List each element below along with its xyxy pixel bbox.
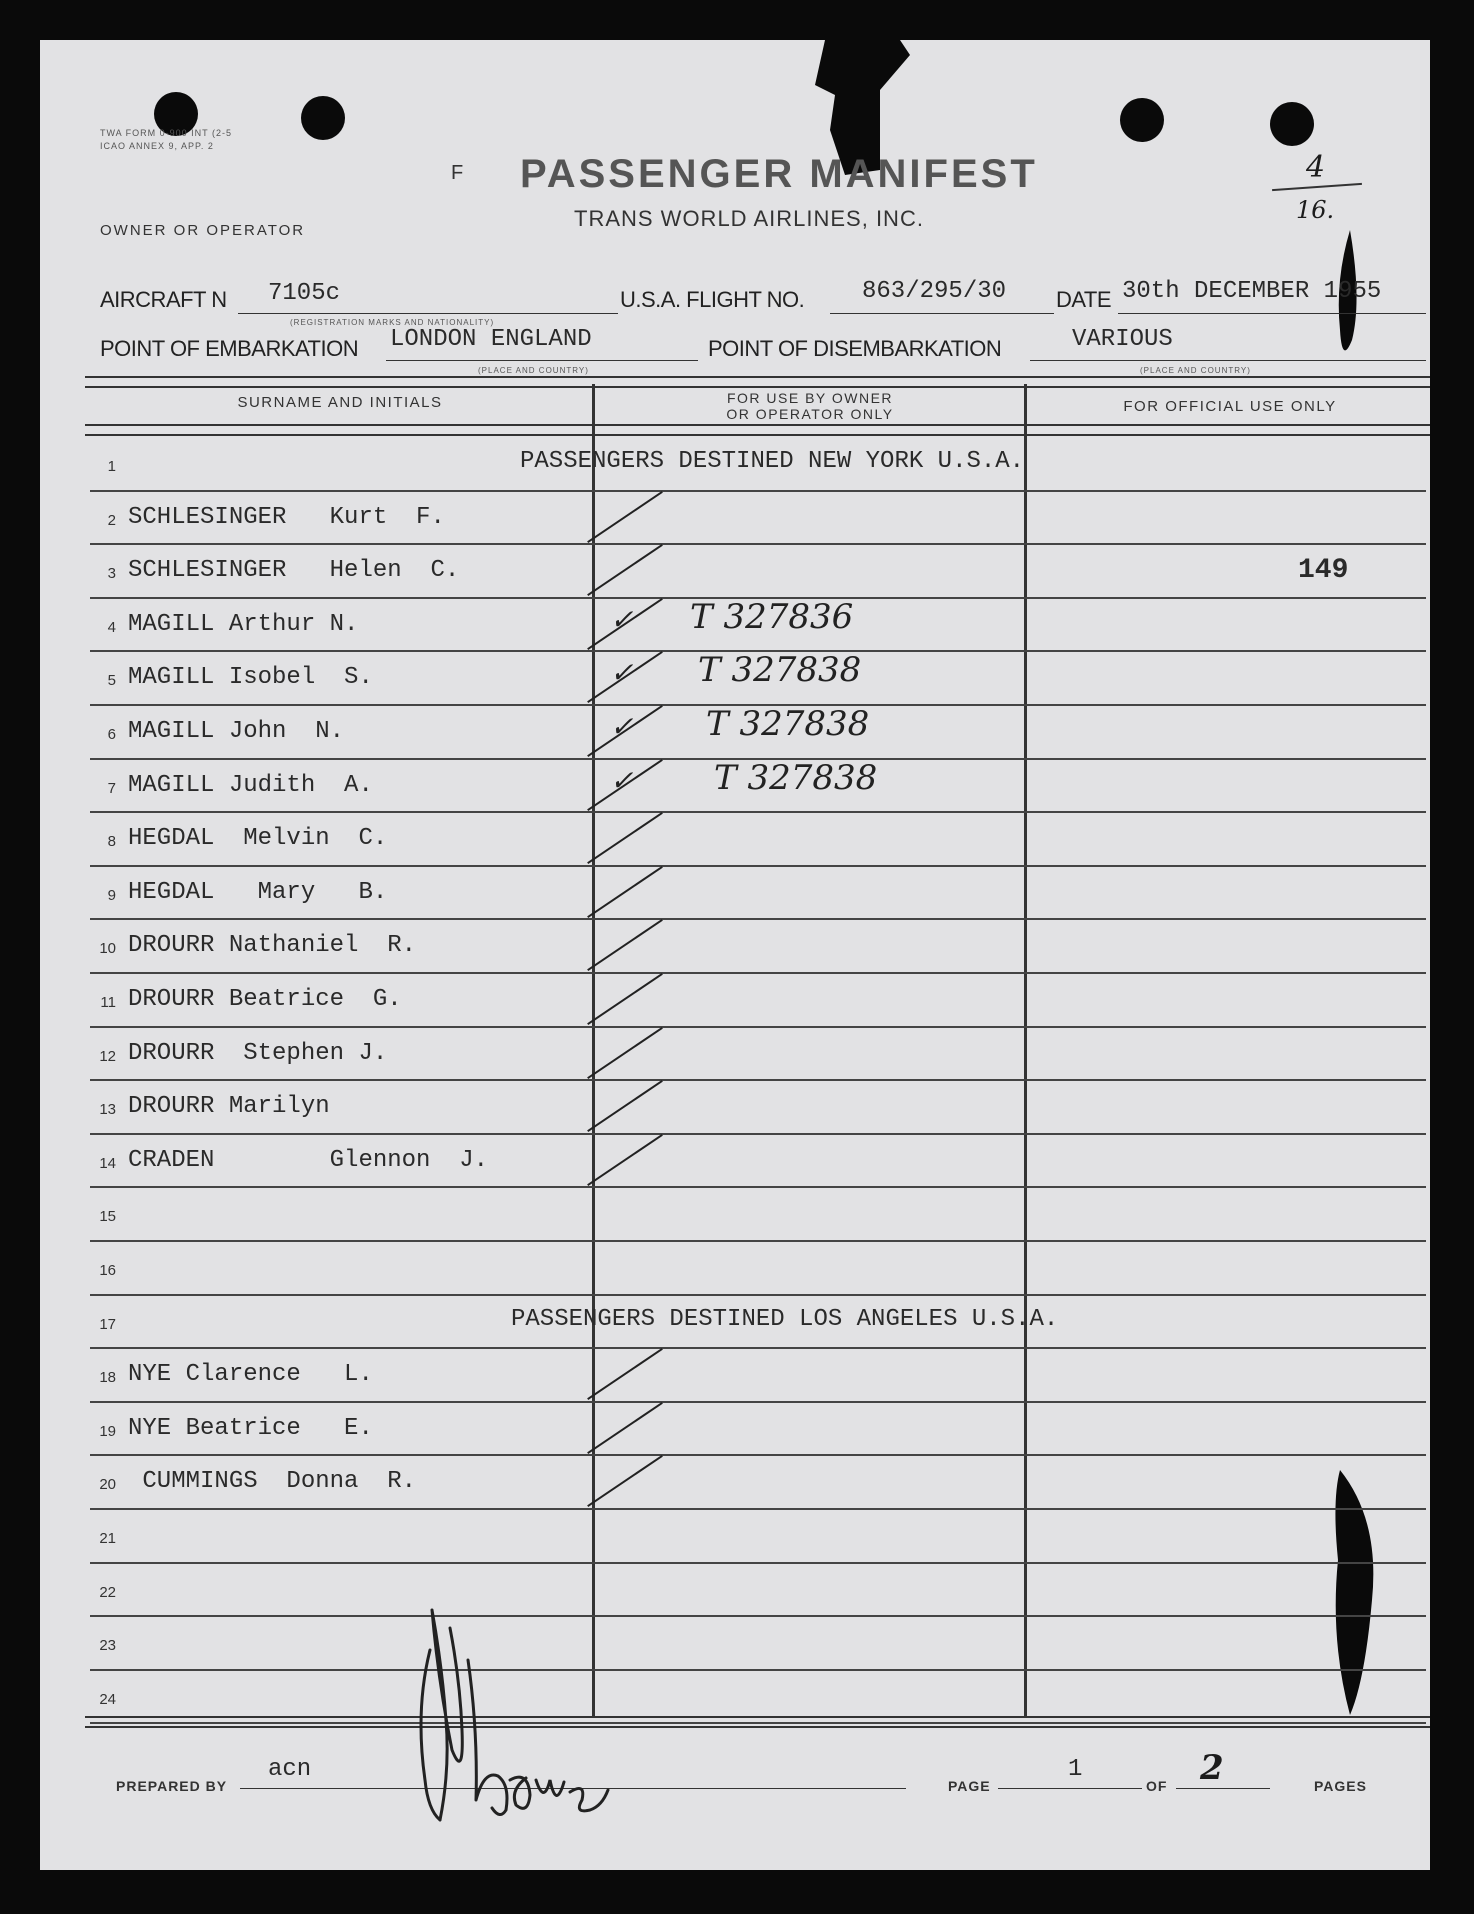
check-mark: ✓ xyxy=(610,710,634,743)
row-line xyxy=(90,1454,1426,1456)
passenger-name: HEGDAL Mary B. xyxy=(128,878,388,906)
date-label: DATE xyxy=(1056,287,1112,312)
row-line xyxy=(90,1669,1426,1671)
disembarkation-point: VARIOUS xyxy=(1072,326,1173,353)
of-label: OF xyxy=(1146,1778,1168,1794)
row-line xyxy=(90,972,1426,974)
check-mark: ✓ xyxy=(610,763,634,797)
destination-heading: PASSENGERS DESTINED LOS ANGELES U.S.A. xyxy=(511,1305,1059,1333)
pages-label: PAGES xyxy=(1314,1778,1367,1794)
ticket-number: T 327838 xyxy=(706,704,870,744)
flight-date: 30th DECEMBER 1955 xyxy=(1122,278,1382,305)
column-header-name: SURNAME AND INITIALS xyxy=(237,394,443,411)
ticket-number: T 327838 xyxy=(714,757,878,798)
flight-number: 863/295/30 xyxy=(862,278,1007,305)
check-mark: ✓ xyxy=(610,656,634,690)
row-number: 24 xyxy=(99,1690,116,1708)
row-number: 23 xyxy=(99,1637,116,1655)
passenger-name: NYE Clarence L. xyxy=(128,1361,373,1389)
row-line xyxy=(90,1133,1426,1135)
aircraft-registration: 7105c xyxy=(268,280,341,307)
registration-caption: (REGISTRATION MARKS AND NATIONALITY) xyxy=(290,318,495,327)
row-line xyxy=(90,1347,1426,1349)
page-label: PAGE xyxy=(948,1778,991,1794)
row-number: 13 xyxy=(99,1101,116,1119)
icao-reference: ICAO ANNEX 9, APP. 2 xyxy=(100,141,214,151)
row-number: 1 xyxy=(107,458,116,475)
passenger-name: NYE Beatrice E. xyxy=(128,1414,373,1442)
passenger-name: DROURR Stephen J. xyxy=(128,1039,388,1067)
row-line xyxy=(90,918,1426,920)
disembarkation-underline xyxy=(1030,360,1426,361)
row-number: 21 xyxy=(99,1530,116,1547)
passenger-name: HEGDAL Melvin C. xyxy=(128,825,388,853)
column-header-owner-2: OR OPERATOR ONLY xyxy=(726,406,894,422)
row-line xyxy=(90,1401,1426,1403)
row-number: 16 xyxy=(99,1262,116,1279)
row-number: 14 xyxy=(99,1154,116,1172)
embarkation-caption: (PLACE AND COUNTRY) xyxy=(478,366,589,375)
row-number: 15 xyxy=(99,1208,116,1226)
row-line xyxy=(90,1615,1426,1617)
passenger-name: MAGILL Isobel S. xyxy=(128,664,373,692)
passenger-name: DROURR Nathaniel R. xyxy=(128,932,417,960)
ticket-number: T 327836 xyxy=(690,596,854,637)
disembarkation-label: POINT OF DISEMBARKATION xyxy=(708,336,1002,361)
passenger-name: SCHLESINGER Kurt F. xyxy=(128,503,445,531)
row-number: 7 xyxy=(107,779,116,797)
official-entry: 149 xyxy=(1298,555,1349,587)
passenger-name: CRADEN Glennon J. xyxy=(128,1146,489,1174)
flight-number-label: U.S.A. FLIGHT NO. xyxy=(620,287,805,312)
column-divider-left xyxy=(592,384,595,1718)
row-number: 12 xyxy=(99,1047,116,1065)
check-mark: ✓ xyxy=(610,602,634,636)
page-total: 2 xyxy=(1200,1748,1224,1788)
table-bottom-border xyxy=(85,1716,1430,1728)
passenger-name: CUMMINGS Donna R. xyxy=(128,1468,417,1496)
page-underline xyxy=(998,1788,1142,1789)
row-line xyxy=(90,811,1426,813)
embarkation-underline xyxy=(386,360,698,361)
row-number: 10 xyxy=(99,940,116,958)
document-title: PASSENGER MANIFEST xyxy=(520,152,1038,196)
page-number: 1 xyxy=(1068,1756,1083,1783)
signature xyxy=(380,1570,620,1830)
airline-name: TRANS WORLD AIRLINES, INC. xyxy=(574,206,924,231)
sheet-number-top: 4 xyxy=(1306,150,1326,185)
header-bottom-border xyxy=(85,424,1430,436)
page-total-underline xyxy=(1176,1788,1270,1789)
row-number: 3 xyxy=(107,565,116,583)
table-top-border xyxy=(85,376,1430,388)
row-number: 17 xyxy=(99,1315,116,1333)
destination-heading: PASSENGERS DESTINED NEW YORK U.S.A. xyxy=(520,448,1025,475)
column-header-official: FOR OFFICIAL USE ONLY xyxy=(1123,398,1337,415)
passenger-name: SCHLESINGER Helen C. xyxy=(128,557,460,585)
row-line xyxy=(90,1079,1426,1081)
row-number: 5 xyxy=(107,672,116,690)
row-number: 18 xyxy=(99,1369,116,1387)
row-number: 4 xyxy=(107,618,116,636)
ticket-number: T 327838 xyxy=(698,650,862,691)
flight-underline xyxy=(830,313,1054,314)
passenger-name: MAGILL Judith A. xyxy=(128,771,373,799)
row-number: 2 xyxy=(107,511,116,529)
passenger-name: MAGILL John N. xyxy=(128,718,345,745)
owner-operator-label: OWNER OR OPERATOR xyxy=(100,222,306,239)
aircraft-label: AIRCRAFT N xyxy=(100,287,227,312)
row-number: 22 xyxy=(99,1583,116,1601)
embarkation-point: LONDON ENGLAND xyxy=(390,326,592,353)
prepared-by-label: PREPARED BY xyxy=(116,1778,228,1794)
row-number: 8 xyxy=(107,833,116,851)
date-underline xyxy=(1118,313,1426,314)
row-line xyxy=(90,1562,1426,1564)
row-number: 19 xyxy=(99,1422,116,1440)
row-line xyxy=(90,1026,1426,1028)
passenger-name: MAGILL Arthur N. xyxy=(128,610,359,638)
row-line xyxy=(90,1186,1426,1188)
row-line xyxy=(90,543,1426,545)
corner-mark: F xyxy=(451,162,464,184)
column-divider-right xyxy=(1024,384,1027,1718)
disembarkation-caption: (PLACE AND COUNTRY) xyxy=(1140,366,1251,375)
row-line xyxy=(90,1294,1426,1296)
prepared-by-value: acn xyxy=(268,1756,312,1783)
row-line xyxy=(90,865,1426,867)
passenger-name: DROURR Marilyn xyxy=(128,1093,330,1121)
row-number: 11 xyxy=(100,994,116,1011)
embarkation-label: POINT OF EMBARKATION xyxy=(100,336,359,361)
row-line xyxy=(90,490,1426,492)
row-number: 20 xyxy=(99,1476,116,1494)
row-line xyxy=(90,1240,1426,1242)
aircraft-underline xyxy=(238,313,618,314)
column-header-owner-1: FOR USE BY OWNER xyxy=(726,390,894,406)
row-number: 9 xyxy=(107,886,116,904)
row-number: 6 xyxy=(107,726,116,743)
row-line xyxy=(90,1508,1426,1510)
passenger-name: DROURR Beatrice G. xyxy=(128,986,402,1013)
sheet-number-bottom: 16. xyxy=(1296,196,1335,224)
form-number: TWA FORM 0-900 INT (2-5 xyxy=(100,128,233,138)
